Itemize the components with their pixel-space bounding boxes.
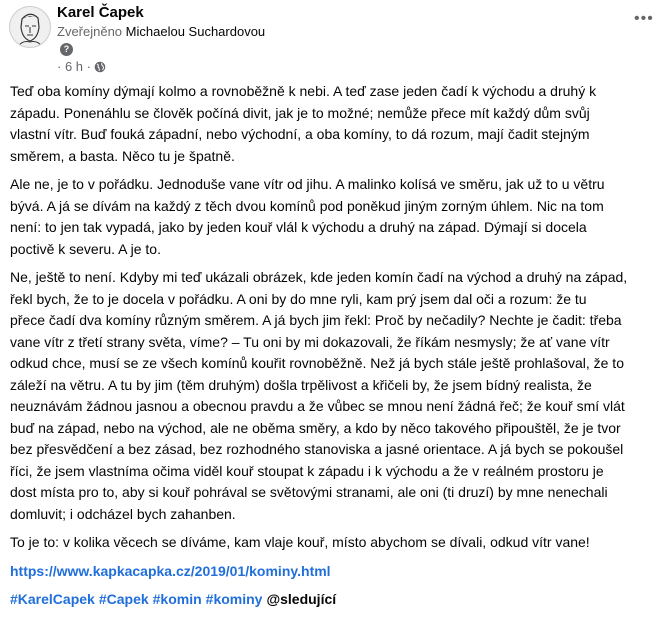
author-avatar[interactable] <box>9 6 51 48</box>
text-line: bývá. A já se dívám na každý z těch dvou komínů pod poněkud jiným zorným úhlem. Nic na tom <box>10 197 604 214</box>
text-line: Teď oba komíny dýmají kolmo a rovnoběžně k nebi. A teď zase jeden čadí k východu a druhý k <box>10 83 597 99</box>
post-text <box>10 81 627 554</box>
post-paragraph <box>10 174 627 260</box>
text-line: dost místa pro to, aby si kouř pohrával se světovými stranami, ale oni (ti druzí) by mne nenechali <box>10 484 608 500</box>
text-line: vane vítr z třetí strany světa, víme? – Tu oni by mi dokazovali, že říkám nesmysly; že ať vane vítr <box>10 333 610 350</box>
hashtag-link[interactable]: #kominy <box>205 591 263 607</box>
text-line: neuznávám žádnou jasnou a obecnou pravdu a že vůbec se mnou není žádná řeč; že kouř smí vlát <box>10 398 625 414</box>
hashtag-link[interactable]: #Capek <box>98 591 149 607</box>
text-line: odkud chce, musí se ze všech komínů kouřit rovnoběžně. Než já bych stále ještě prohlašoval, že to <box>10 355 624 371</box>
text-line: Ne, ještě to není. Kdyby mi teď ukázali obrázek, kde jeden komín čadí na východ a druhý na západ, <box>10 269 628 285</box>
text-line: bez přesvědčení a bez zásad, bez rozhodného stanoviska a jasné orientace. A já bych se pokoušel <box>10 441 624 457</box>
text-line: Ale ne, je to v pořádku. Jednoduše vane vítr od jihu. A malinko kolísá ve směru, jak už to u větru <box>10 176 605 192</box>
text-line: západu. Ponenáhlu se člověk počíná divit, jak je to možné; nemůže přece mít každý dům svůj <box>10 104 590 121</box>
globe-icon <box>94 61 106 73</box>
portrait-sketch-icon <box>10 7 50 47</box>
post-paragraph <box>10 267 627 525</box>
post-paragraph <box>10 81 627 167</box>
link-row <box>10 561 627 583</box>
more-options-button[interactable]: ••• <box>634 10 654 27</box>
text-line: přece čadí dva komíny různým směrem. A já bych jim řekl: Proč by nečadily? Nechte je čadit: třeba <box>10 312 622 328</box>
text-line: vlastní vítr. Buď fouká západní, nebo východní, a oba komíny, to dá rozum, mají čadit stejným <box>10 126 590 142</box>
author-name[interactable]: Karel Čapek <box>57 4 144 21</box>
question-icon[interactable]: ? <box>60 43 73 56</box>
text-line: říci, že jsem vlastníma očima viděl kouř stoupat k západu i k východu a že v reálném prostoru je <box>10 462 604 479</box>
published-prefix: Zveřejněno <box>57 24 123 39</box>
post-paragraph <box>10 532 627 554</box>
text-line: poctivě k severu. A je to. <box>10 240 161 257</box>
text-line: směrem, a basta. Něco tu je špatně. <box>10 147 235 164</box>
text-line: není: to jen tak vypadá, jako by jeden kouř vlál k východu a druhý na západ. Dýmají si docela <box>10 219 587 235</box>
post-time[interactable]: · 6 h · <box>57 59 91 74</box>
post-meta <box>57 59 106 75</box>
text-line: záleží na větru. A tu by jim (těm druhým) došla trpělivost a křičeli by, že jsem bídný realista, že <box>10 376 592 393</box>
text-line: buď na západ, nebo na východ, ale ne oběma směry, a kdo by něco takového připouštěl, že je tvor <box>10 419 621 436</box>
text-line: řekl bych, že to je docela v pořádku. A oni by do mne ryli, kam prý jsem dal oči a rozum: že tu <box>10 290 587 307</box>
text-line: To je to: v kolika věcech se díváme, kam vlaje kouř, místo abychom se dívali, odkud vítr vane! <box>10 534 590 550</box>
text-line: domluvit; i odcházel bych zahanben. <box>10 505 236 522</box>
publisher-name[interactable]: Michaelou Suchardovou <box>125 24 266 39</box>
post-body <box>10 81 627 618</box>
article-link[interactable]: https://www.kapkacapka.cz/2019/01/kominy.html <box>10 562 331 579</box>
published-by <box>57 24 265 40</box>
mention-followers[interactable]: @sledující <box>266 591 337 607</box>
hashtag-link[interactable]: #komin <box>152 591 202 607</box>
hashtag-link[interactable]: #KarelCapek <box>10 591 95 607</box>
hashtags-row <box>10 589 627 611</box>
